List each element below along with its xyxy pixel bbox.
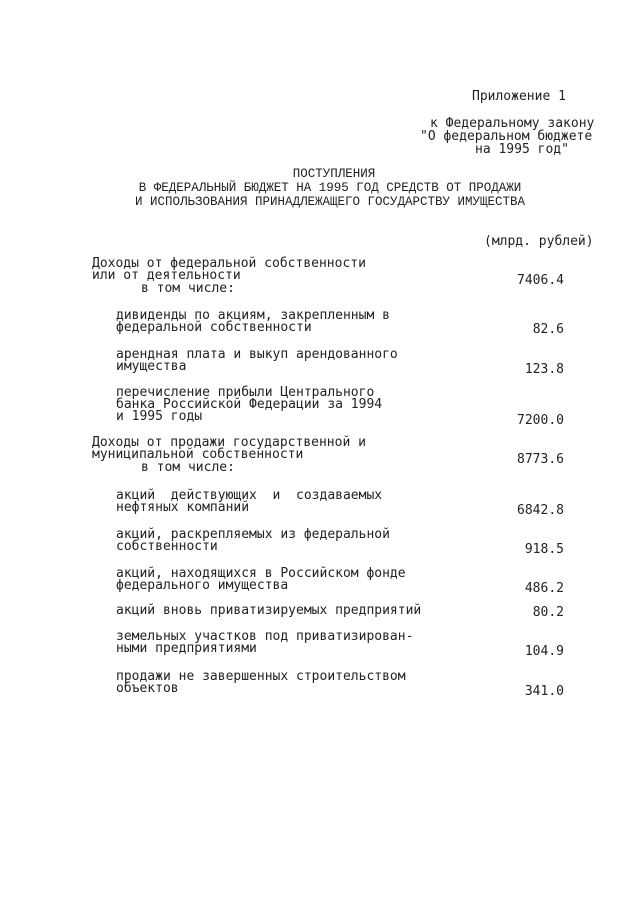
item-value: 486.2 [524, 581, 564, 596]
item-label-line: федерального имущества [116, 578, 289, 593]
item-label-line: собственности [116, 539, 218, 554]
item-label [116, 310, 390, 334]
section-value: 8773.6 [517, 452, 564, 467]
item-label [116, 671, 406, 695]
item-label-line: арендная плата и выкуп арендованного [116, 347, 398, 362]
appendix-reference-line: на 1995 год" [475, 142, 569, 157]
section-subheading: в том числе: [141, 281, 235, 296]
appendix-number: Приложение 1 [472, 89, 566, 104]
item-label-line: акций, находящихся в Российском фонде [116, 566, 406, 581]
section-label-line: Доходы от федеральной собственности [92, 256, 366, 271]
title-line: В ФЕДЕРАЛЬНЫЙ БЮДЖЕТ НА 1995 ГОД СРЕДСТВ ОТ ПРОДАЖИ [138, 181, 522, 195]
document-title [100, 167, 560, 209]
section-value: 7406.4 [517, 273, 564, 288]
appendix-reference [420, 117, 600, 156]
title-line: И ИСПОЛЬЗОВАНИЯ ПРИНАДЛЕЖАЩЕГО ГОСУДАРСТВУ ИМУЩЕСТВА [134, 195, 526, 209]
item-value: 104.9 [524, 644, 564, 659]
item-label-line: и 1995 годы [116, 409, 203, 424]
item-label [116, 605, 421, 617]
item-label-line: имущества [116, 359, 187, 374]
item-label-line: ными предприятиями [116, 641, 257, 656]
section-label-line: муниципальной собственности [92, 447, 304, 462]
item-label-line: земельных участков под приватизирован- [116, 629, 414, 644]
item-label [116, 568, 406, 592]
appendix-reference-line: "О федеральном бюджете [420, 129, 593, 144]
section-label [92, 437, 366, 461]
item-label-line: акций, раскрепляемых из федеральной [116, 527, 390, 542]
item-label-line: объектов [116, 681, 179, 696]
section-label-line: или от деятельности [92, 268, 241, 283]
item-label-line: дивиденды по акциям, закрепленным в [116, 308, 390, 323]
item-value: 6842.8 [517, 503, 564, 518]
item-value: 123.8 [524, 362, 564, 377]
appendix-reference-line: к Федеральному закону [430, 116, 595, 131]
item-label-line: федеральной собственности [116, 320, 312, 335]
item-value: 918.5 [524, 542, 564, 557]
item-value: 82.6 [532, 322, 564, 337]
item-label-line: банка Российской Федерации за 1994 [116, 397, 383, 412]
item-label-line: акций вновь приватизируемых предприятий [116, 603, 422, 618]
item-label-line: перечисление прибыли Центрального [116, 385, 375, 400]
item-label-line: акций действующих и создаваемых [116, 488, 383, 503]
item-label [116, 387, 382, 423]
item-label-line: продажи не завершенных строительством [116, 669, 406, 684]
item-value: 80.2 [532, 605, 564, 620]
section-subheading: в том числе: [141, 460, 235, 475]
section-label-line: Доходы от продажи государственной и [92, 435, 366, 450]
item-value: 7200.0 [517, 413, 564, 428]
item-label [116, 631, 413, 655]
item-label [116, 529, 390, 553]
item-label [116, 490, 382, 514]
item-label-line: нефтяных компаний [116, 500, 250, 515]
item-value: 341.0 [524, 684, 564, 699]
item-label [116, 349, 398, 373]
section-label [92, 258, 366, 282]
units-label: (млрд. рублей) [484, 234, 594, 249]
title-line: ПОСТУПЛЕНИЯ [292, 167, 376, 181]
